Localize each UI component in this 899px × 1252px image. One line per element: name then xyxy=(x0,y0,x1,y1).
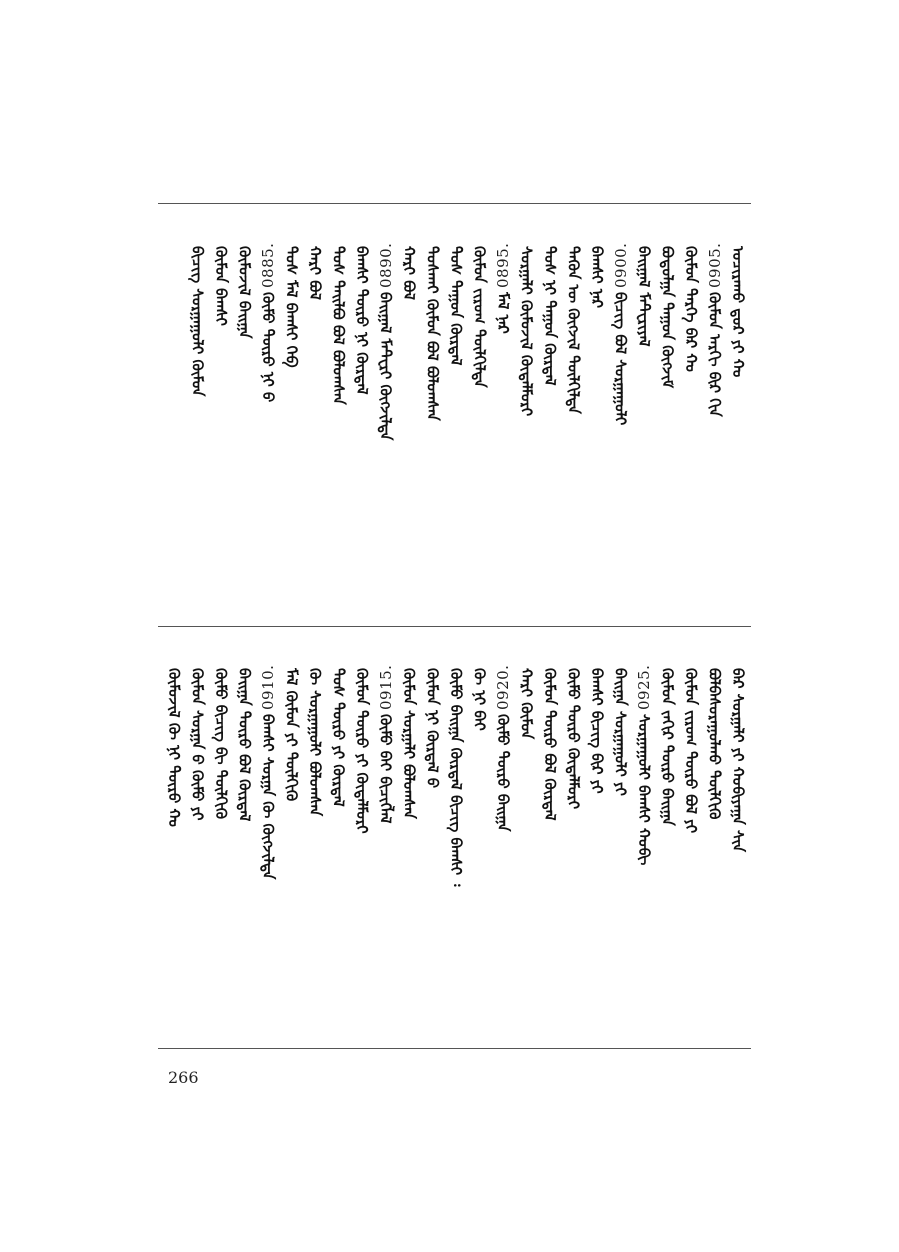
entry-text: ᠬᠦᠮᠦᠨ ᠰᠤᠷᠭᠠ ᠪ ᠬᠦᠮᠦ ᠶᠢ xyxy=(188,668,207,821)
entry-text: ᠬᠦᠮᠦᠨ ᠨᠢ ᠬᠦᠷᠲᠡᠯ ᠪ xyxy=(423,668,442,789)
entry-text: ᠬᠦᠮᠦ ᠪᠠᠢᠭᠠ ᠬᠦᠷᠲᠡᠯ ᠪᠢᠴᠢᠭ ᠪᠠᠭᠰᠢ ᠄ xyxy=(447,668,465,887)
entry-text: ᠲᠤᠰᠬᠠᠢ ᠬᠦᠮᠦᠨ ᠪᠣᠯ ᠪᠣᠯᠤᠭᠰᠠᠨ xyxy=(423,246,442,421)
entry-column xyxy=(469,236,491,596)
entry-column xyxy=(633,236,655,596)
entry-column xyxy=(704,658,726,1018)
entry-text: ᠮᠠᠯ ᠬᠦᠮᠦᠨ ᠶᠢ ᠲᠦᠯᠬᠢᠬᠦ xyxy=(282,668,301,802)
top-rule xyxy=(158,203,751,204)
entry-text: ᠪᠠᠷ ᠰᠤᠷᠭᠠᠯᠢ ᠶᠢ ᠬᠤᠪᠢᠶᠠᠭᠠ ᠰᠢᠨ xyxy=(729,668,747,853)
entry-text: ᠬᠦᠮᠦᠨ ᠪᠠᠭᠰᠢ xyxy=(212,246,230,326)
entry-column xyxy=(727,236,749,596)
entry-number: 0900. xyxy=(611,242,630,288)
entry-text: ᠪᠠᠭᠰᠢ ᠲᠦᠷᠦ ᠨᠢ ᠬᠦᠷᠲᠡᠯ xyxy=(353,246,371,395)
entry-column xyxy=(351,236,373,596)
entry-text: ᠲᠤᠰ ᠲᠠᠢᠯᠪᠤ ᠪᠣᠯ ᠪᠣᠯᠤᠭᠰᠠᠨ xyxy=(329,246,348,405)
entry-text: ᠪᠤᠳᠤᠯᠭᠠ ᠳᠠᠭᠤᠨ ᠬᠥᠭᠵᠢᠮ xyxy=(658,246,677,389)
entry-column xyxy=(539,658,561,1018)
entry-column xyxy=(610,658,632,1018)
entry-text: ᠲᠤᠰ ᠲᠦᠷᠦ ᠶᠢ ᠬᠦᠷᠲᠡᠯ xyxy=(329,668,348,807)
entry-number: 0885. xyxy=(259,242,277,288)
entry-column xyxy=(281,658,303,1018)
entry-column xyxy=(210,658,232,1018)
entry-number: 0910. xyxy=(259,664,277,710)
entry-text: ᠬᠦᠮᠦ ᠪᠠᠢ ᠪᠢᠴᠢᠭᠯᠡᠯ xyxy=(376,714,395,824)
entry-column xyxy=(304,236,326,596)
entry-text: ᠰᠤᠷᠭᠠᠭᠤᠯᠢ ᠪᠠᠭᠰᠢ ᠬᠤᠪᠢ xyxy=(635,714,653,866)
entry-column xyxy=(328,658,350,1018)
entry-number: 0915. xyxy=(376,664,395,710)
entry-text: ᠬᠦ ᠰᠤᠷᠭᠠᠭᠤᠯᠢ ᠪᠣᠯᠤᠭᠰᠠᠨ xyxy=(306,668,324,817)
entry-column xyxy=(304,658,326,1018)
entry-column xyxy=(234,658,256,1018)
lower-entry-block xyxy=(158,658,751,1033)
entry-text: ᠬᠠᠷᠢ ᠬᠦᠮᠦᠨ xyxy=(517,668,536,740)
entry-text: ᠬᠠᠷᠢ ᠪᠣᠯ xyxy=(306,246,324,300)
entry-column xyxy=(257,658,279,1018)
entry-column xyxy=(492,658,514,1018)
entry-number: 0905. xyxy=(705,242,724,288)
page-number: 266 xyxy=(168,1068,199,1087)
entry-text: ᠬᠦᠮᠦᠵᠢᠯ ᠪᠠᠢᠭᠠ xyxy=(235,246,254,339)
entry-text: ᠬᠦᠮᠦᠨ ᠰᠤᠷᠭᠠᠯᠢ ᠪᠣᠯᠤᠭᠰᠠᠨ xyxy=(400,668,418,819)
entry-column xyxy=(633,658,655,1018)
entry-text: ᠬᠦᠮᠦ ᠲᠦᠷᠦ ᠬᠥᠳᠡᠯᠮᠦᠷᠢ xyxy=(564,668,583,810)
entry-column xyxy=(163,658,185,1018)
entry-column xyxy=(257,236,279,596)
entry-column xyxy=(469,658,491,1018)
entry-text: ᠲᠤᠰ ᠳᠠᠭᠤᠨ ᠬᠦᠷᠲᠡᠯ xyxy=(447,246,465,366)
entry-column xyxy=(375,236,397,596)
entry-column xyxy=(586,658,608,1018)
entry-text: ᠬᠦᠮᠦᠨ ᠵᠢᠷᠤᠭ ᠲᠦᠷᠦ ᠪᠣᠯ ᠶᠢ xyxy=(682,668,700,834)
entry-text: ᠬᠦᠮᠦᠨ ᠠᠷᠬᠢ ᠪᠢᠷ ᠭᠢᠨ xyxy=(705,292,724,417)
entry-column xyxy=(563,236,585,596)
entry-column xyxy=(516,236,538,596)
entry-column xyxy=(328,236,350,596)
entry-column xyxy=(586,236,608,596)
entry-text: ᠮᠠᠯ ᠨᠠᠷ xyxy=(494,292,512,334)
entry-number: 0890. xyxy=(376,242,395,288)
entry-text: ᠪᠠᠭᠰᠢ ᠪᠢᠴᠢᠭ ᠪᠢᠷ ᠶᠢ xyxy=(588,668,606,794)
entry-column xyxy=(657,236,679,596)
entry-text: ᠪᠠᠭᠰᠢ ᠰᠤᠷᠭᠠ ᠬᠦ ᠬᠥᠭᠵᠢᠯᠲᠡ xyxy=(259,714,277,880)
entry-text: ᠪᠠᠢᠭᠠ ᠰᠤᠷᠭᠠᠭᠤᠯᠢ ᠶᠢ xyxy=(611,668,630,796)
entry-column xyxy=(422,236,444,596)
entry-text: ᠪᠣᠯᠪᠠᠰᠤᠷᠠᠭᠤᠯᠬᠤ ᠲᠦᠯᠬᠢᠬᠦ xyxy=(705,668,724,820)
entry-column xyxy=(727,658,749,1018)
entry-column xyxy=(187,658,209,1018)
entry-text: ᠪᠠᠢᠭᠠ ᠲᠦᠷᠦ ᠪᠣᠯ ᠬᠦᠷᠲᠡᠯ xyxy=(235,668,254,822)
entry-column xyxy=(375,658,397,1018)
entry-column xyxy=(281,236,303,596)
entry-column xyxy=(539,236,561,596)
entry-text: ᠬᠦᠮᠦᠨ ᠲᠦᠷᠦ ᠪᠣᠯ ᠬᠦᠷᠲᠡᠯ xyxy=(541,668,559,821)
entry-column xyxy=(680,658,702,1018)
entry-column xyxy=(398,236,420,596)
entry-text: ᠰᠤᠷᠭᠠᠯᠢ ᠬᠦᠮᠦᠵᠢᠯ ᠬᠥᠳᠡᠯᠮᠦᠷᠢ xyxy=(517,246,536,417)
entry-text: ᠬᠦ ᠨᠢ ᠪᠠᠢ xyxy=(470,668,489,731)
entry-column xyxy=(445,658,467,1018)
entry-text: ᠬᠦᠮᠦᠵᠢᠯ ᠬᠦ ᠨᠢ ᠲᠦᠷᠦ ᠬᠤ xyxy=(165,668,183,827)
upper-entry-block xyxy=(158,236,751,611)
entry-number: 0895. xyxy=(494,242,512,288)
entry-column xyxy=(187,236,209,596)
entry-column xyxy=(704,236,726,596)
entry-text: ᠪᠢᠴᠢᠭ ᠪᠣᠯ ᠰᠤᠷᠭᠠᠭᠤᠯᠢ xyxy=(611,292,630,426)
entry-column xyxy=(680,236,702,596)
entry-text: ᠪᠢᠴᠢᠭ ᠰᠤᠷᠭᠠᠭᠤᠯᠢ ᠬᠦᠮᠦᠨ xyxy=(188,246,207,397)
entry-text: ᠲᠤᠰ ᠮᠠᠯ ᠪᠠᠭᠰᠢ ᠬᠡᠪ xyxy=(282,246,301,368)
entry-text: ᠬᠦᠮᠦᠨ ᠲᠦᠷᠦ ᠶᠢ ᠬᠥᠳᠡᠯᠮᠦᠷᠢ xyxy=(353,668,371,834)
entry-column xyxy=(398,658,420,1018)
middle-rule xyxy=(158,626,751,627)
entry-text: ᠪᠠᠢᠭᠠᠯ ᠮᠠᠲ᠋ᠧᠷᠢ ᠬᠥᠭᠵᠢᠯᠲᠡ xyxy=(376,292,395,441)
entry-text: ᠬᠦᠮᠦ ᠲᠦᠷᠦ ᠨᠢ ᠪ xyxy=(259,292,277,403)
entry-text: ᠤᠴᠢᠷᠠᠬᠤ ᠳ᠋ᠤᠷ ᠶᠢ ᠬᠤ xyxy=(729,246,747,378)
entry-number: 0925. xyxy=(635,664,653,710)
entry-text: ᠬᠠᠷᠢ ᠪᠣᠯ xyxy=(400,246,418,300)
bottom-rule xyxy=(158,1048,751,1049)
entry-column xyxy=(563,658,585,1018)
entry-column xyxy=(657,658,679,1018)
entry-column xyxy=(445,236,467,596)
entry-column xyxy=(210,236,232,596)
entry-column xyxy=(610,236,632,596)
entry-number: 0920. xyxy=(494,664,512,710)
entry-text: ᠲᠡᠭᠦᠨ ᠦ ᠬᠥᠭᠵᠢᠯ ᠲᠦᠯᠬᠢᠯᠲᠡ xyxy=(564,246,583,414)
entry-column xyxy=(492,236,514,596)
entry-text: ᠪᠠᠢᠭᠠᠯ ᠮᠠᠲ᠋ᠧᠷᠢᠶᠠᠯ xyxy=(635,246,653,347)
entry-text: ᠪᠠᠭᠰᠢ ᠨᠠᠷ xyxy=(588,246,606,309)
entry-column xyxy=(516,658,538,1018)
entry-text: ᠬᠦᠮᠦ ᠲᠦᠷᠦ ᠪᠠᠢᠭᠠ xyxy=(494,714,512,832)
entry-text: ᠬᠦᠮᠦᠨ ᠲᠡᠷᠭᠡ ᠪᠠᠷ ᠬᠤ xyxy=(682,246,700,372)
entry-column xyxy=(351,658,373,1018)
entry-column xyxy=(234,236,256,596)
entry-column xyxy=(422,658,444,1018)
entry-text: ᠬᠦᠮᠦ ᠪᠢᠴᠢᠭ ᠪᠢ ᠲᠦᠯᠬᠢᠬᠦ xyxy=(212,668,230,820)
entry-text: ᠬᠦᠮᠦᠨ ᠵᠢᠷᠤᠭ ᠲᠦᠯᠬᠢᠯᠲᠡ xyxy=(470,246,489,388)
entry-text: ᠬᠦᠮᠦᠨ ᠵᠠᠬᠢᠷ ᠲᠦᠷᠦ ᠪᠠᠢᠭᠠ xyxy=(658,668,677,826)
entry-text: ᠲᠤᠰ ᠨᠢ ᠳᠠᠭᠤᠨ ᠬᠦᠷᠲᠡᠯ xyxy=(541,246,559,386)
